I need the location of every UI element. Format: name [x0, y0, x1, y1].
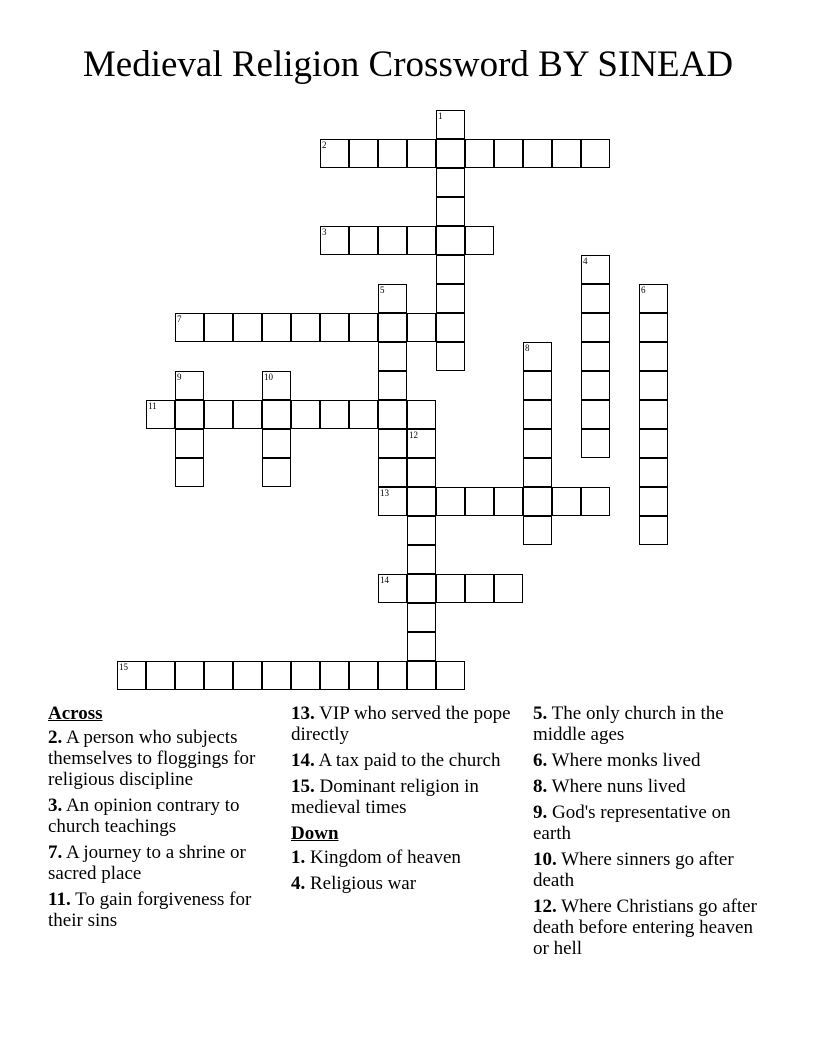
grid-cell[interactable]: [465, 574, 494, 603]
clue-14: [291, 750, 516, 771]
grid-cell[interactable]: [639, 429, 668, 458]
grid-cell[interactable]: [436, 661, 465, 690]
clue-number: 13.: [291, 703, 315, 724]
clue-number: 4.: [291, 873, 306, 894]
clue-column-3: [533, 703, 773, 964]
clue-text: A journey to a shrine or sacred place: [48, 842, 246, 884]
clue-number: 14.: [291, 750, 315, 771]
clue-text: A person who subjects themselves to floggings for religious discipline: [48, 727, 256, 790]
grid-cell[interactable]: [436, 197, 465, 226]
grid-cell[interactable]: [407, 632, 436, 661]
grid-cell[interactable]: [407, 139, 436, 168]
clue-number: 7.: [48, 842, 63, 863]
grid-cell[interactable]: [639, 342, 668, 371]
clue-text: God's representative on earth: [533, 802, 731, 844]
grid-cell[interactable]: [436, 487, 465, 516]
grid-cell[interactable]: [581, 313, 610, 342]
grid-cell[interactable]: [378, 313, 407, 342]
grid-cell[interactable]: [262, 313, 291, 342]
grid-cell[interactable]: [494, 487, 523, 516]
grid-cell[interactable]: [378, 342, 407, 371]
grid-cell[interactable]: [407, 603, 436, 632]
clue-1: [291, 847, 516, 868]
down-heading: Down: [291, 823, 339, 844]
grid-cell[interactable]: [117, 661, 146, 690]
grid-cell[interactable]: [291, 313, 320, 342]
cell-number: 13: [380, 488, 389, 498]
clue-text: Where Christians go after death before entering heaven or hell: [533, 896, 757, 959]
grid-cell[interactable]: [465, 226, 494, 255]
grid-cell[interactable]: [378, 487, 407, 516]
grid-cell[interactable]: [523, 400, 552, 429]
grid-cell[interactable]: [581, 139, 610, 168]
clue-number: 15.: [291, 776, 315, 797]
clue-number: 3.: [48, 795, 63, 816]
grid-cell[interactable]: [494, 139, 523, 168]
grid-cell[interactable]: [407, 661, 436, 690]
clue-number: 11.: [48, 889, 71, 910]
grid-cell[interactable]: [233, 313, 262, 342]
grid-cell[interactable]: [639, 516, 668, 545]
cell-number: 6: [641, 285, 646, 295]
clue-13: [291, 703, 516, 745]
grid-cell[interactable]: [436, 255, 465, 284]
cell-number: 15: [119, 662, 128, 672]
clue-number: 1.: [291, 847, 306, 868]
clue-4: [291, 873, 516, 894]
grid-cell[interactable]: [378, 574, 407, 603]
cell-number: 14: [380, 575, 389, 585]
grid-cell[interactable]: [204, 400, 233, 429]
grid-cell[interactable]: [146, 400, 175, 429]
grid-cell[interactable]: [436, 313, 465, 342]
clue-6: [533, 750, 773, 771]
grid-cell[interactable]: [349, 226, 378, 255]
clue-text: Kingdom of heaven: [310, 847, 461, 868]
grid-cell[interactable]: [378, 458, 407, 487]
clue-text: VIP who served the pope directly: [291, 703, 511, 745]
clue-number: 5.: [533, 703, 548, 724]
clue-text: The only church in the middle ages: [533, 703, 724, 745]
grid-cell[interactable]: [523, 139, 552, 168]
grid-cell[interactable]: [378, 226, 407, 255]
clue-11: [48, 889, 258, 931]
grid-cell[interactable]: [378, 661, 407, 690]
grid-cell[interactable]: [175, 400, 204, 429]
grid-cell[interactable]: [204, 661, 233, 690]
cell-number: 9: [177, 372, 182, 382]
clue-7: [48, 842, 258, 884]
grid-cell[interactable]: [407, 226, 436, 255]
clue-column-2: [291, 703, 516, 899]
grid-cell[interactable]: [436, 110, 465, 139]
grid-cell[interactable]: [320, 400, 349, 429]
grid-cell[interactable]: [523, 458, 552, 487]
clue-5: [533, 703, 773, 745]
cell-number: 7: [177, 314, 182, 324]
page-title: Medieval Religion Crossword BY SINEAD: [82, 44, 734, 85]
clue-number: 6.: [533, 750, 548, 771]
grid-cell[interactable]: [581, 255, 610, 284]
clue-text: Dominant religion in medieval times: [291, 776, 479, 818]
grid-cell[interactable]: [552, 139, 581, 168]
grid-cell[interactable]: [349, 661, 378, 690]
grid-cell[interactable]: [262, 661, 291, 690]
clue-number: 9.: [533, 802, 548, 823]
grid-cell[interactable]: [378, 400, 407, 429]
grid-cell[interactable]: [436, 574, 465, 603]
grid-cell[interactable]: [407, 516, 436, 545]
cell-number: 12: [409, 430, 418, 440]
clue-text: To gain forgiveness for their sins: [48, 889, 252, 931]
grid-cell[interactable]: [581, 400, 610, 429]
grid-cell[interactable]: [639, 313, 668, 342]
grid-cell[interactable]: [320, 139, 349, 168]
grid-cell[interactable]: [581, 487, 610, 516]
grid-cell[interactable]: [291, 400, 320, 429]
grid-cell[interactable]: [320, 661, 349, 690]
grid-cell[interactable]: [436, 168, 465, 197]
grid-cell[interactable]: [581, 371, 610, 400]
grid-cell[interactable]: [349, 139, 378, 168]
grid-cell[interactable]: [262, 458, 291, 487]
grid-cell[interactable]: [552, 487, 581, 516]
cell-number: 1: [438, 111, 443, 121]
grid-cell[interactable]: [262, 429, 291, 458]
grid-cell[interactable]: [639, 487, 668, 516]
clue-text: Religious war: [310, 873, 417, 894]
grid-cell[interactable]: [465, 139, 494, 168]
clue-text: Where monks lived: [551, 750, 701, 771]
grid-cell[interactable]: [291, 661, 320, 690]
grid-cell[interactable]: [639, 400, 668, 429]
grid-cell[interactable]: [494, 574, 523, 603]
grid-cell[interactable]: [407, 458, 436, 487]
grid-cell[interactable]: [320, 313, 349, 342]
clue-text: A tax paid to the church: [318, 750, 501, 771]
clue-number: 8.: [533, 776, 548, 797]
clue-column-1: [48, 703, 258, 936]
grid-cell[interactable]: [407, 429, 436, 458]
grid-cell[interactable]: [175, 661, 204, 690]
grid-cell[interactable]: [639, 458, 668, 487]
grid-cell[interactable]: [436, 342, 465, 371]
grid-cell[interactable]: [523, 371, 552, 400]
grid-cell[interactable]: [262, 371, 291, 400]
clue-number: 10.: [533, 849, 557, 870]
grid-cell[interactable]: [581, 429, 610, 458]
clue-3: [48, 795, 258, 837]
clue-number: 2.: [48, 727, 63, 748]
clue-text: Where nuns lived: [551, 776, 686, 797]
cell-number: 10: [264, 372, 273, 382]
cell-number: 11: [148, 401, 157, 411]
grid-cell[interactable]: [175, 313, 204, 342]
grid-cell[interactable]: [523, 429, 552, 458]
grid-cell[interactable]: [581, 284, 610, 313]
grid-cell[interactable]: [407, 400, 436, 429]
cell-number: 3: [322, 227, 327, 237]
grid-cell[interactable]: [320, 226, 349, 255]
cell-number: 8: [525, 343, 530, 353]
cell-number: 5: [380, 285, 385, 295]
grid-cell[interactable]: [378, 429, 407, 458]
grid-cell[interactable]: [639, 284, 668, 313]
clue-8: [533, 776, 773, 797]
grid-cell[interactable]: [175, 429, 204, 458]
clue-text: Where sinners go after death: [533, 849, 734, 891]
grid-cell[interactable]: [204, 313, 233, 342]
grid-cell[interactable]: [436, 226, 465, 255]
grid-cell[interactable]: [436, 284, 465, 313]
clue-15: [291, 776, 516, 818]
grid-cell[interactable]: [262, 400, 291, 429]
grid-cell[interactable]: [581, 342, 610, 371]
clue-2: [48, 727, 258, 790]
grid-cell[interactable]: [175, 371, 204, 400]
clue-12: [533, 896, 773, 959]
grid-cell[interactable]: [436, 139, 465, 168]
grid-cell[interactable]: [523, 342, 552, 371]
grid-cell[interactable]: [465, 487, 494, 516]
clue-text: An opinion contrary to church teachings: [48, 795, 240, 837]
grid-cell[interactable]: [523, 516, 552, 545]
clue-number: 12.: [533, 896, 557, 917]
grid-cell[interactable]: [175, 458, 204, 487]
clue-9: [533, 802, 773, 844]
cell-number: 4: [583, 256, 588, 266]
grid-cell[interactable]: [378, 371, 407, 400]
grid-cell[interactable]: [639, 371, 668, 400]
cell-number: 2: [322, 140, 327, 150]
grid-cell[interactable]: [378, 139, 407, 168]
grid-cell[interactable]: [407, 487, 436, 516]
grid-cell[interactable]: [523, 487, 552, 516]
clue-10: [533, 849, 773, 891]
grid-cell[interactable]: [407, 545, 436, 574]
grid-cell[interactable]: [349, 313, 378, 342]
grid-cell[interactable]: [146, 661, 175, 690]
across-heading: Across: [48, 703, 103, 724]
grid-cell[interactable]: [407, 574, 436, 603]
grid-cell[interactable]: [349, 400, 378, 429]
grid-cell[interactable]: [233, 400, 262, 429]
grid-cell[interactable]: [407, 313, 436, 342]
grid-cell[interactable]: [378, 284, 407, 313]
grid-cell[interactable]: [233, 661, 262, 690]
